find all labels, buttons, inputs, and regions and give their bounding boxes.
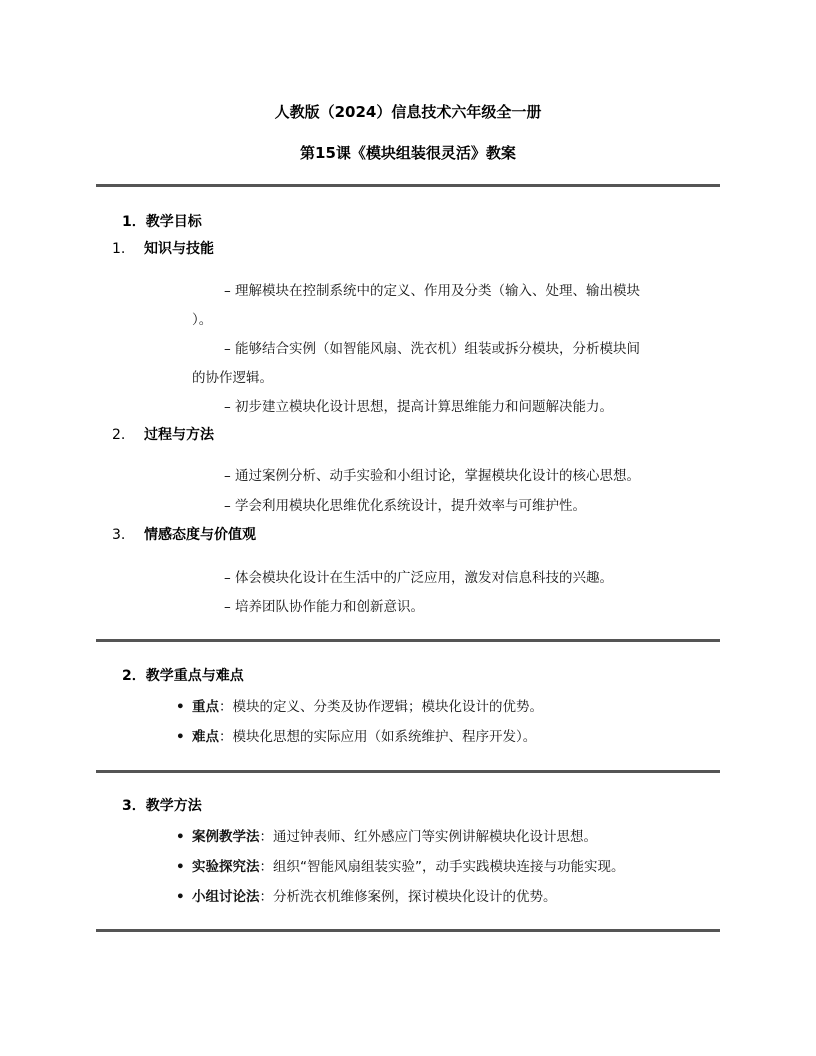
item-text: ：模块的定义、分类及协作逻辑；模块化设计的优势。	[219, 699, 543, 715]
item-label: 重点	[192, 699, 219, 715]
section-heading-objectives: 1．教学目标	[122, 214, 202, 230]
process-item-2: – 学会利用模块化思维优化系统设计，提升效率与可维护性。	[224, 498, 587, 514]
subheading-attitude	[112, 524, 256, 544]
item-text: ：通过钟表师、红外感应门等实例讲解模块化设计思想。	[259, 829, 597, 845]
bullet-icon: •	[176, 889, 185, 905]
bullet-icon: •	[176, 699, 185, 715]
subheading-label: 知识与技能	[144, 241, 214, 257]
item-text: ：组织“智能风扇组装实验”，动手实践模块连接与功能实现。	[259, 859, 625, 875]
subheading-knowledge	[112, 238, 214, 258]
knowledge-item-3: – 初步建立模块化设计思想，提高计算思维能力和问题解决能力。	[224, 399, 614, 415]
divider	[96, 929, 720, 932]
bullet-icon: •	[176, 729, 185, 745]
list-item	[176, 855, 625, 875]
subheading-number: 1.	[112, 241, 126, 257]
doc-title: 人教版（2024）信息技术六年级全一册	[274, 103, 542, 121]
section-heading-methods: 3．教学方法	[122, 798, 202, 814]
item-label: 实验探究法	[192, 859, 260, 875]
subheading-number: 3.	[112, 527, 126, 543]
list-item	[176, 725, 536, 745]
divider	[96, 770, 720, 773]
list-item	[176, 825, 597, 845]
knowledge-item-2: – 能够结合实例（如智能风扇、洗衣机）组装或拆分模块，分析模块间	[224, 341, 641, 357]
process-item-1: – 通过案例分析、动手实验和小组讨论，掌握模块化设计的核心思想。	[224, 468, 641, 484]
attitude-item-2: – 培养团队协作能力和创新意识。	[224, 599, 425, 615]
lesson-title: 第15课《模块组装很灵活》教案	[300, 144, 516, 162]
item-label: 案例教学法	[192, 829, 260, 845]
subheading-label: 情感态度与价值观	[144, 527, 256, 543]
knowledge-item-2-cont: 的协作逻辑。	[192, 370, 273, 386]
divider	[96, 639, 720, 642]
subheading-label: 过程与方法	[144, 427, 214, 443]
attitude-item-1: – 体会模块化设计在生活中的广泛应用，激发对信息科技的兴趣。	[224, 570, 614, 586]
section-heading-key-points: 2．教学重点与难点	[122, 668, 244, 684]
list-item	[176, 695, 543, 715]
divider	[96, 184, 720, 187]
knowledge-item-1-cont: ）。	[192, 312, 213, 328]
bullet-icon: •	[176, 859, 185, 875]
item-label: 难点	[192, 729, 219, 745]
item-text: ：分析洗衣机维修案例，探讨模块化设计的优势。	[259, 889, 557, 905]
list-item	[176, 885, 557, 905]
item-text: ：模块化思想的实际应用（如系统维护、程序开发）。	[219, 729, 537, 745]
bullet-icon: •	[176, 829, 185, 845]
subheading-number: 2.	[112, 427, 126, 443]
knowledge-item-1: – 理解模块在控制系统中的定义、作用及分类（输入、处理、输出模块	[224, 283, 641, 299]
subheading-process	[112, 424, 214, 444]
item-label: 小组讨论法	[192, 889, 260, 905]
